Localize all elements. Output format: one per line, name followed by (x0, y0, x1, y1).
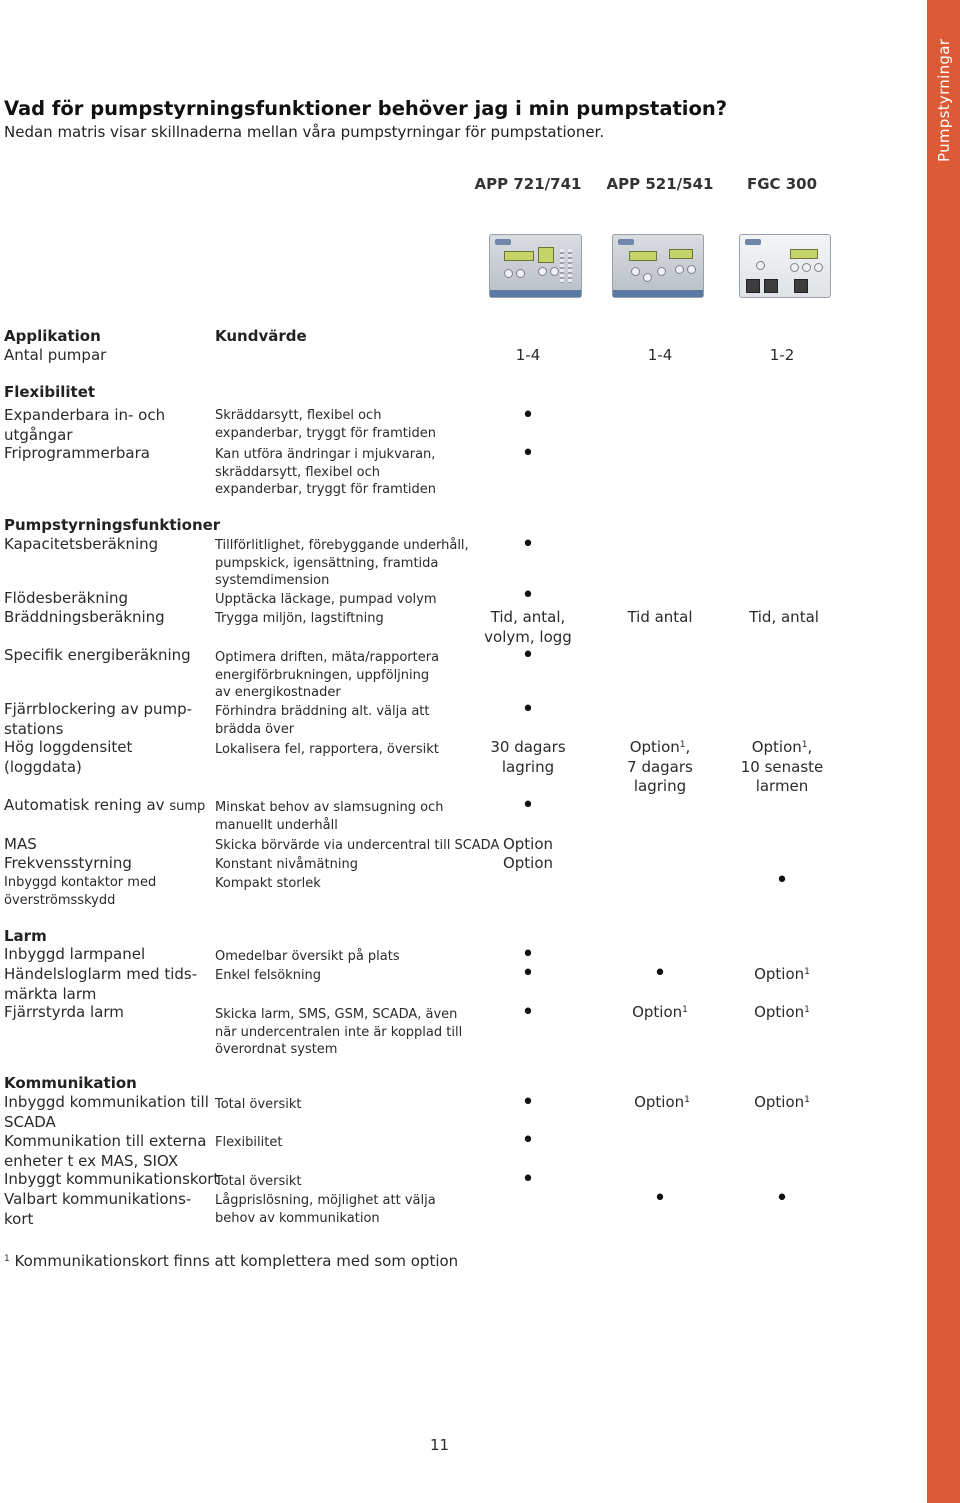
row-desc-rening: Minskat behov av slamsugning och manuellt underhåll (215, 800, 444, 833)
row-desc-friprogrammerbara: Kan utföra ändringar i mjukvaran, skräddarsytt, flexibel och expanderbar, tryggt för framtiden (215, 447, 436, 497)
value-mas-c1: Option (502, 835, 554, 853)
row-desc-fjarrstyrda-larm: Skicka larm, SMS, GSM, SCADA, även när undercentralen inte är kopplad till överordnat system (215, 1007, 463, 1057)
column-header-app521: APP 521/541 (606, 175, 714, 193)
section-pumpstyrningsfunktioner: Pumpstyrningsfunktioner (4, 516, 221, 534)
bullet-kommunikation-scada-c1: • (521, 1090, 535, 1115)
bullet-friprogrammerbara-c1: • (521, 441, 535, 466)
row-label-energiberakning: Specifik energiberäkning (4, 646, 191, 664)
row-label-antal-pumpar: Antal pumpar (4, 346, 107, 364)
bullet-valbart-kort-c2: • (653, 1186, 667, 1211)
value-braddning-c3: Tid, antal (749, 608, 819, 626)
bullet-expanderbara-c1: • (521, 403, 535, 428)
row-desc-energiberakning: Optimera driften, mäta/rapportera energiförbrukningen, uppföljning av energikostnader (215, 650, 440, 700)
bullet-kommunikationskort-c1: • (521, 1167, 535, 1192)
row-label-kontaktor: Inbyggd kontaktor med överströmsskydd (4, 875, 157, 908)
row-label-larmpanel: Inbyggd larmpanel (4, 945, 146, 963)
row-label-fjarrstyrda-larm: Fjärrstyrda larm (4, 1003, 124, 1021)
value-fjarrstyrda-larm-c3: Option$^1$ (754, 1003, 810, 1021)
row-desc-mas: Skicka börvärde via undercentral till SCADA (215, 838, 500, 853)
section-kundvarde: Kundvärde (215, 327, 307, 345)
row-label-kapacitet: Kapacitetsberäkning (4, 535, 159, 553)
bullet-larmpanel-c1: • (521, 942, 535, 967)
row-label-handelseloglarm: Händelsloglarm med tids- märkta larm (4, 965, 198, 1003)
section-flexibilitet: Flexibilitet (4, 383, 96, 401)
product-image-app521 (612, 234, 704, 298)
row-label-braddning: Bräddningsberäkning (4, 608, 165, 626)
row-desc-externa-enheter: Flexibilitet (215, 1135, 283, 1150)
row-desc-kommunikation-scada: Total översikt (215, 1097, 302, 1112)
footnote: $^1$ Kommunikationskort finns att komplettera med som option (4, 1252, 459, 1270)
row-desc-braddning: Trygga miljön, lagstiftning (215, 611, 384, 626)
value-handelseloglarm-c3: Option$^1$ (754, 965, 810, 983)
value-braddning-c2: Tid antal (627, 608, 693, 626)
row-label-friprogrammerbara: Friprogrammerbara (4, 444, 150, 462)
value-antal-c3: 1-2 (769, 346, 795, 364)
column-header-app721: APP 721/741 (474, 175, 582, 193)
value-antal-c1: 1-4 (515, 346, 541, 364)
side-tab (927, 0, 960, 1503)
bullet-handelseloglarm-c1: • (521, 961, 535, 986)
value-kommunikation-scada-c3: Option$^1$ (754, 1093, 810, 1111)
bullet-externa-enheter-c1: • (521, 1128, 535, 1153)
row-desc-valbart-kort: Lågprislösning, möjlighet att välja behov av kommunikation (215, 1193, 436, 1226)
row-label-rening: Automatisk rening av sump (4, 796, 206, 814)
value-antal-c2: 1-4 (647, 346, 673, 364)
value-braddning-c1: Tid, antal, volym, logg (484, 608, 572, 646)
bullet-kapacitet-c1: • (521, 532, 535, 557)
bullet-energiberakning-c1: • (521, 643, 535, 668)
column-header-fgc300: FGC 300 (746, 175, 818, 193)
row-label-flodesberakning: Flödesberäkning (4, 589, 129, 607)
value-frekvensstyrning-c1: Option (502, 854, 554, 872)
bullet-fjarrstyrda-larm-c1: • (521, 1000, 535, 1025)
row-label-kommunikationskort: Inbyggt kommunikationskort (4, 1170, 220, 1188)
row-desc-kontaktor: Kompakt storlek (215, 876, 321, 891)
page-subtitle: Nedan matris visar skillnaderna mellan våra pumpstyrningar för pumpstationer. (4, 123, 605, 141)
value-loggdensitet-c3: Option$^1$, 10 senaste larmen (740, 738, 824, 795)
value-kommunikation-scada-c2: Option$^1$ (634, 1093, 690, 1111)
row-desc-kapacitet: Tillförlitlighet, förebyggande underhåll, pumpskick, igensättning, framtida systemdimension (215, 538, 469, 588)
row-desc-frekvensstyrning: Konstant nivåmätning (215, 857, 358, 872)
row-desc-loggdensitet: Lokalisera fel, rapportera, översikt (215, 742, 439, 757)
bullet-kontaktor-c3: • (775, 868, 789, 893)
row-desc-larmpanel: Omedelbar översikt på plats (215, 949, 400, 964)
bullet-rening-c1: • (521, 793, 535, 818)
bullet-handelseloglarm-c2: • (653, 961, 667, 986)
side-tab-label: Pumpstyrningar (935, 38, 953, 162)
page-title: Vad för pumpstyrningsfunktioner behöver jag i min pumpstation? (4, 97, 728, 120)
section-kommunikation: Kommunikation (4, 1074, 137, 1092)
row-label-mas: MAS (4, 835, 37, 853)
bullet-fjarrblockering-c1: • (521, 697, 535, 722)
bullet-flodesberakning-c1: • (521, 583, 535, 608)
value-fjarrstyrda-larm-c2: Option$^1$ (632, 1003, 688, 1021)
row-label-loggdensitet: Hög loggdensitet (loggdata) (4, 738, 133, 776)
row-label-externa-enheter: Kommunikation till externa enheter t ex MAS, SIOX (4, 1132, 207, 1170)
row-desc-fjarrblockering: Förhindra bräddning alt. välja att brädda över (215, 704, 430, 737)
page-number: 11 (430, 1436, 450, 1454)
row-desc-expanderbara: Skräddarsytt, flexibel och expanderbar, tryggt för framtiden (215, 408, 436, 441)
product-image-app721 (489, 234, 582, 298)
bullet-valbart-kort-c3: • (775, 1186, 789, 1211)
product-image-fgc300 (739, 234, 831, 298)
row-desc-handelseloglarm: Enkel felsökning (215, 968, 322, 983)
row-label-fjarrblockering: Fjärrblockering av pump- stations (4, 700, 193, 738)
row-label-valbart-kort: Valbart kommunikations- kort (4, 1190, 192, 1228)
section-applikation: Applikation (4, 327, 101, 345)
value-loggdensitet-c1: 30 dagars lagring (490, 738, 566, 776)
row-label-expanderbara: Expanderbara in- och utgångar (4, 406, 166, 444)
value-loggdensitet-c2: Option$^1$, 7 dagars lagring (627, 738, 693, 795)
row-label-frekvensstyrning: Frekvensstyrning (4, 854, 132, 872)
row-label-kommunikation-scada: Inbyggd kommunikation till SCADA (4, 1093, 209, 1131)
row-desc-flodesberakning: Upptäcka läckage, pumpad volym (215, 592, 437, 607)
row-desc-kommunikationskort: Total översikt (215, 1174, 302, 1189)
section-larm: Larm (4, 927, 47, 945)
